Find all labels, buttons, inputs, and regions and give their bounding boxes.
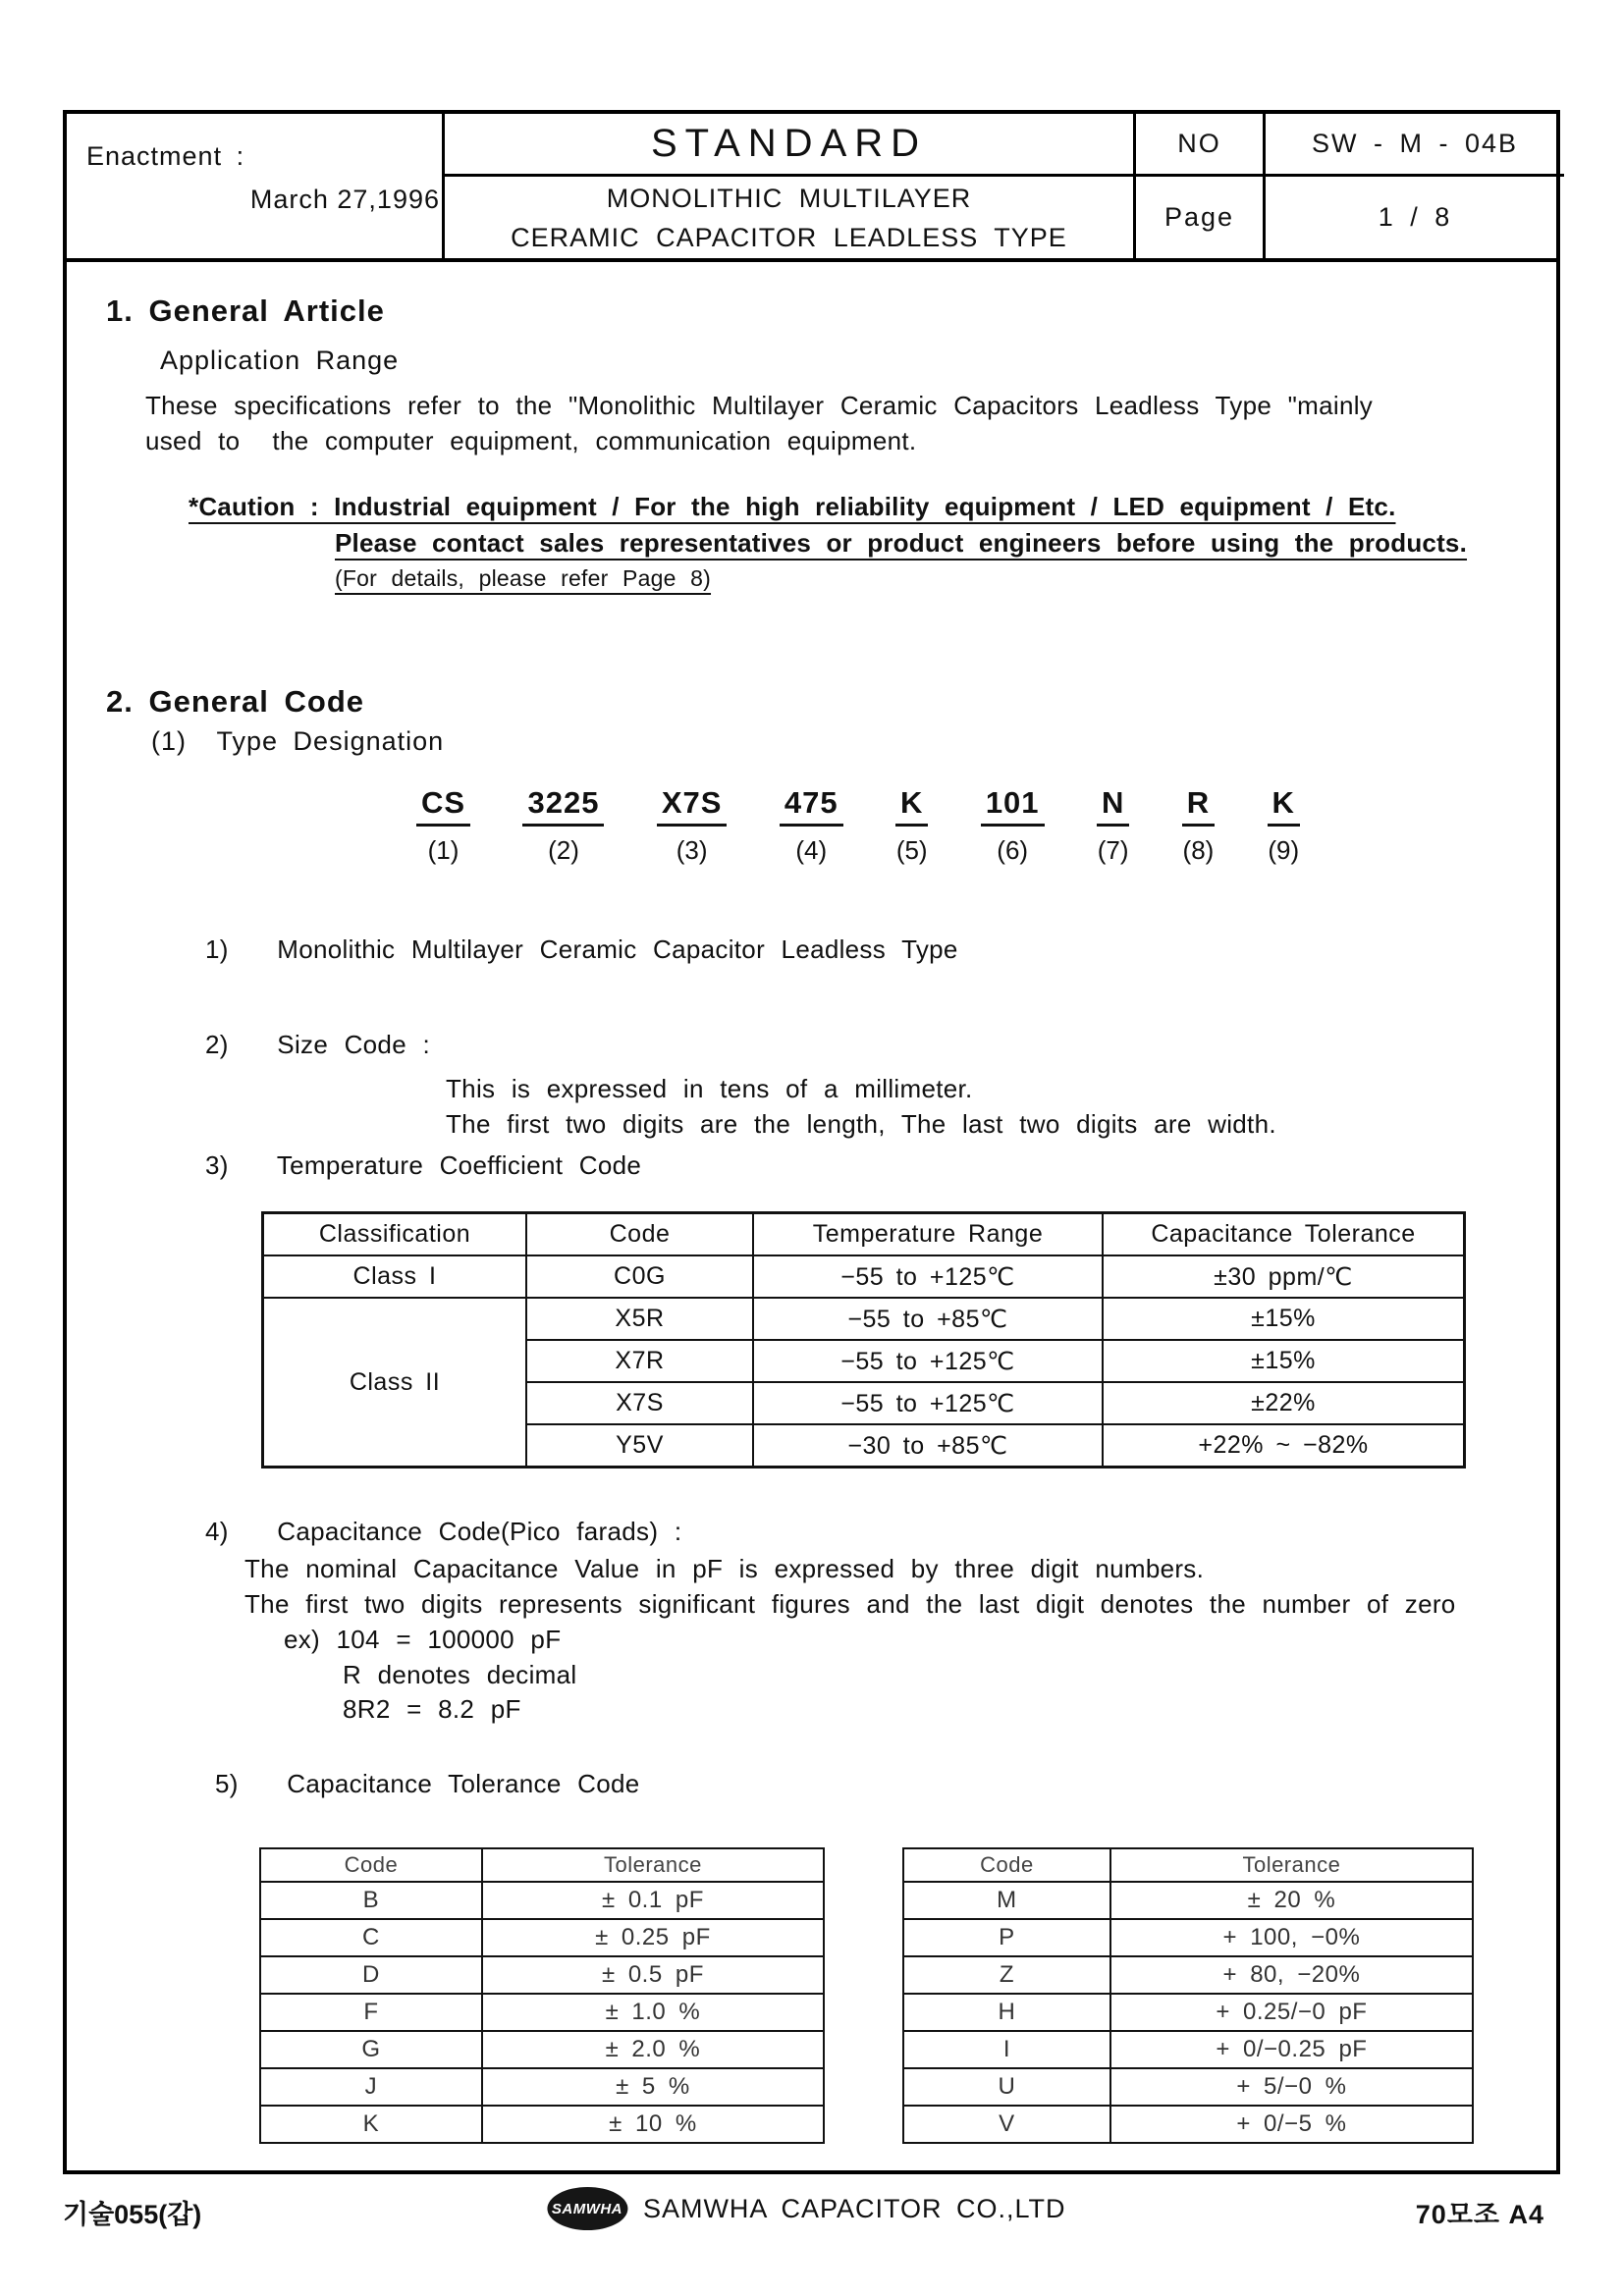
footer-doc-code: 기술055(갑) [63, 2200, 202, 2229]
table-row [263, 1255, 1465, 1298]
designation-item [1268, 785, 1300, 866]
type-designation-row [416, 785, 1300, 866]
table-row [903, 2031, 1473, 2068]
header-value-column [1263, 114, 1564, 258]
caution-line-3: (For details, please refer Page 8) [335, 565, 712, 591]
table-cell: + 0/−5 % [1110, 2106, 1473, 2143]
table-row [260, 2106, 824, 2143]
designation-index: (3) [676, 835, 708, 865]
table-header-cell: Classification [263, 1213, 527, 1256]
page-value-cell: 1 / 8 [1266, 174, 1564, 258]
table-cell: X7S [526, 1382, 753, 1424]
table-cell: G [260, 2031, 482, 2068]
footer-paper-code: 70모조 A4 [1415, 2200, 1544, 2229]
table-row [260, 1919, 824, 1956]
application-range-line-2: used to the computer equipment, communication equipment. [145, 426, 917, 455]
table-cell: M [903, 1882, 1110, 1919]
table-cell: + 0/−0.25 pF [1110, 2031, 1473, 2068]
table-cell: J [260, 2068, 482, 2106]
table-row [903, 1956, 1473, 1994]
item-title: Temperature Coefficient Code [276, 1150, 642, 1180]
table-header-cell: Tolerance [1110, 1848, 1473, 1882]
designation-index: (1) [427, 835, 460, 865]
table-cell: −30 to +85℃ [753, 1424, 1103, 1468]
table-header-row [260, 1848, 824, 1882]
table-header-cell: Code [526, 1213, 753, 1256]
table-cell: −55 to +85℃ [753, 1298, 1103, 1340]
table-cell: P [903, 1919, 1110, 1956]
table-cell: K [260, 2106, 482, 2143]
table-cell: U [903, 2068, 1110, 2106]
table-cell: ± 0.5 pF [482, 1956, 824, 1994]
list-item-1 [205, 932, 958, 967]
list-item-2 [205, 1027, 430, 1062]
item-title: Monolithic Multilayer Ceramic Capacitor Leadless Type [277, 934, 958, 964]
item-number: 1) [205, 934, 229, 964]
table-header-cell: Code [903, 1848, 1110, 1882]
capacitance-code-line-2: The first two digits represents significant figures and the last digit denotes the number of zero [244, 1589, 1456, 1619]
table-cell: −55 to +125℃ [753, 1382, 1103, 1424]
document-subtitle [445, 177, 1133, 258]
table-cell: B [260, 1882, 482, 1919]
subtitle-line-2: CERAMIC CAPACITOR LEADLESS TYPE [511, 222, 1067, 252]
caution-line-1: *Caution : Industrial equipment / For the high reliability equipment / LED equipment / Etc. [189, 492, 1396, 521]
table-row [903, 1994, 1473, 2031]
table-cell: H [903, 1994, 1110, 2031]
table-row [903, 1919, 1473, 1956]
table-cell: +22% ~ −82% [1103, 1424, 1465, 1468]
table-cell: + 0.25/−0 pF [1110, 1994, 1473, 2031]
standard-title: STANDARD [445, 114, 1133, 177]
table-cell: V [903, 2106, 1110, 2143]
designation-index: (2) [548, 835, 579, 865]
table-cell: + 100, −0% [1110, 1919, 1473, 1956]
table-cell: Z [903, 1956, 1110, 1994]
designation-index: (7) [1097, 835, 1129, 865]
designation-code: CS [416, 785, 470, 827]
designation-code: X7S [657, 785, 728, 827]
table-row [903, 2106, 1473, 2143]
table-header-cell: Tolerance [482, 1848, 824, 1882]
table-cell: −55 to +125℃ [753, 1340, 1103, 1382]
item-title: Capacitance Code(Pico farads) : [277, 1517, 682, 1546]
application-range-label: Application Range [160, 346, 400, 375]
table-cell: ± 0.1 pF [482, 1882, 824, 1919]
table-header-row [263, 1213, 1465, 1256]
section-2-heading: 2. General Code [106, 684, 365, 719]
table-cell: + 80, −20% [1110, 1956, 1473, 1994]
table-cell: ± 5 % [482, 2068, 824, 2106]
designation-index: (6) [997, 835, 1029, 865]
company-name: SAMWHA CAPACITOR CO.,LTD [642, 2193, 1066, 2223]
designation-item [522, 785, 604, 866]
table-cell: ± 10 % [482, 2106, 824, 2143]
item-number: 3) [205, 1150, 229, 1180]
title-cell [445, 114, 1133, 258]
header-label-column [1133, 114, 1263, 258]
tolerance-table-left [259, 1847, 825, 2144]
table-cell: X5R [526, 1298, 753, 1340]
designation-index: (4) [795, 835, 828, 865]
table-row [260, 1994, 824, 2031]
item-title: Capacitance Tolerance Code [287, 1769, 640, 1798]
application-range-line-1: These specifications refer to the "Monolithic Multilayer Ceramic Capacitors Leadless Type "mainly [145, 391, 1374, 420]
table-cell: ± 2.0 % [482, 2031, 824, 2068]
item-number: 2) [205, 1030, 229, 1059]
table-row [260, 1956, 824, 1994]
content-frame [63, 110, 1560, 2174]
table-header-row [903, 1848, 1473, 1882]
type-designation-label: (1) Type Designation [151, 726, 445, 756]
table-header-cell: Capacitance Tolerance [1103, 1213, 1465, 1256]
classification-cell: Class II [263, 1298, 527, 1468]
designation-item [416, 785, 470, 866]
table-cell: D [260, 1956, 482, 1994]
table-row [263, 1298, 1465, 1340]
table-cell: Y5V [526, 1424, 753, 1468]
capacitance-code-line-1: The nominal Capacitance Value in pF is expressed by three digit numbers. [244, 1554, 1205, 1583]
size-code-line-1: This is expressed in tens of a millimeter. [446, 1074, 973, 1103]
table-cell: ± 1.0 % [482, 1994, 824, 2031]
enactment-cell [67, 114, 445, 258]
table-cell: X7R [526, 1340, 753, 1382]
no-value-cell: SW - M - 04B [1311, 129, 1518, 158]
designation-code: K [895, 785, 928, 827]
list-item-3 [205, 1148, 641, 1183]
table-cell: −55 to +125℃ [753, 1255, 1103, 1298]
table-cell: + 5/−0 % [1110, 2068, 1473, 2106]
table-row [260, 1882, 824, 1919]
designation-item [1097, 785, 1129, 866]
table-cell: ±30 ppm/℃ [1103, 1255, 1465, 1298]
samwha-logo-text: SAMWHA [551, 2200, 623, 2217]
capacitance-code-r-note: R denotes decimal [343, 1660, 577, 1689]
designation-code: 475 [780, 785, 843, 827]
designation-item [895, 785, 928, 866]
item-number: 4) [205, 1517, 229, 1546]
item-title: Size Code : [277, 1030, 431, 1059]
table-cell: ±15% [1103, 1340, 1465, 1382]
page-label-cell: Page [1136, 174, 1263, 258]
item-number: 5) [215, 1769, 239, 1798]
samwha-logo-icon [547, 2187, 627, 2230]
designation-code: N [1097, 785, 1129, 827]
table-cell: ± 0.25 pF [482, 1919, 824, 1956]
designation-item [1182, 785, 1215, 866]
designation-index: (8) [1182, 835, 1215, 865]
table-cell: ±22% [1103, 1382, 1465, 1424]
classification-cell: Class I [263, 1255, 527, 1298]
tolerance-table-right [902, 1847, 1474, 2144]
no-label-cell: NO [1177, 129, 1221, 158]
caution-line-2: Please contact sales representatives or product engineers before using the products. [335, 528, 1468, 558]
table-cell: C0G [526, 1255, 753, 1298]
subtitle-line-1: MONOLITHIC MULTILAYER [606, 183, 972, 213]
header-table [67, 114, 1556, 262]
designation-item [780, 785, 843, 866]
list-item-5 [215, 1766, 640, 1801]
table-row [903, 2068, 1473, 2106]
table-header-cell: Temperature Range [753, 1213, 1103, 1256]
table-header-cell: Code [260, 1848, 482, 1882]
designation-index: (9) [1268, 835, 1300, 865]
designation-code: 101 [981, 785, 1045, 827]
size-code-line-2: The first two digits are the length, The last two digits are width. [446, 1109, 1276, 1139]
table-cell: F [260, 1994, 482, 2031]
list-item-4 [205, 1514, 681, 1549]
designation-item [981, 785, 1045, 866]
enactment-label: Enactment : [86, 141, 245, 171]
enactment-date: March 27,1996 [249, 185, 440, 214]
capacitance-code-example: ex) 104 = 100000 pF [284, 1625, 562, 1654]
table-cell: C [260, 1919, 482, 1956]
designation-index: (5) [895, 835, 928, 865]
table-cell: ± 20 % [1110, 1882, 1473, 1919]
section-1-heading: 1. General Article [106, 294, 385, 328]
table-row [260, 2068, 824, 2106]
temp-coefficient-table [261, 1211, 1466, 1468]
designation-code: R [1182, 785, 1215, 827]
designation-code: K [1268, 785, 1300, 827]
designation-item [657, 785, 728, 866]
table-row [260, 2031, 824, 2068]
footer-company [547, 2187, 1066, 2230]
table-cell: ±15% [1103, 1298, 1465, 1340]
table-row [903, 1882, 1473, 1919]
capacitance-code-8r2: 8R2 = 8.2 pF [343, 1694, 521, 1724]
designation-code: 3225 [522, 785, 604, 827]
table-cell: I [903, 2031, 1110, 2068]
